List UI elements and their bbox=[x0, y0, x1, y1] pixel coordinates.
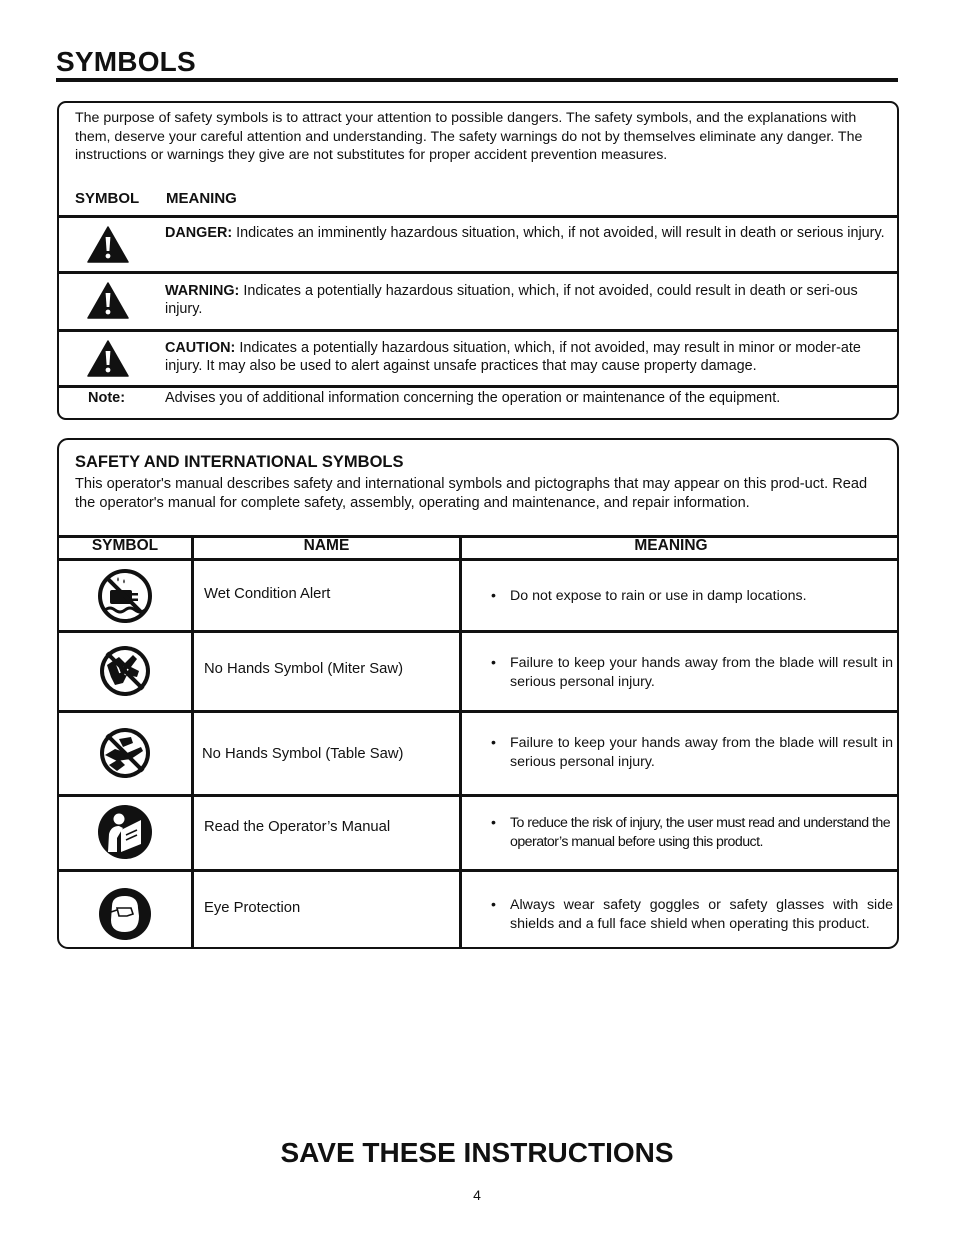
symbol-meaning-no-hands-miter-saw: • Failure to keep your hands away from the blade will result in serious personal injury. bbox=[491, 655, 893, 690]
warning-triangle-icon bbox=[87, 340, 129, 377]
name-column-header: NAME bbox=[303, 537, 350, 554]
caution-description bbox=[165, 340, 891, 375]
no-hands-miter-saw-icon bbox=[97, 643, 153, 699]
page-title: SYMBOLS bbox=[56, 46, 196, 77]
row-divider bbox=[59, 385, 897, 388]
symbol-name-no-hands-miter-saw: No Hands Symbol (Miter Saw) bbox=[204, 661, 403, 677]
page-number: 4 bbox=[473, 1187, 481, 1203]
symbol-meaning-eye-protection: • Always wear safety goggles or safety glasses with side shields and a full face shield when operating this product. bbox=[491, 897, 893, 932]
international-symbols-box bbox=[57, 438, 899, 949]
eye-protection-icon bbox=[97, 886, 153, 942]
symbol-meaning-read-manual: • To reduce the risk of injury, the user must read and understand the operator’s manual before using this product. bbox=[491, 815, 891, 850]
save-instructions-title: SAVE THESE INSTRUCTIONS bbox=[280, 1137, 674, 1168]
bullet: • bbox=[491, 588, 496, 604]
symbols-intro-text: The purpose of safety symbols is to attract your attention to possible dangers. The safety symbols, and the explanations with them, deserve your careful attention and understanding. The safety warnings do not by themselves eliminate any danger. The instructions or warnings they give are not substitutes for proper accident prevention measures. bbox=[75, 110, 863, 164]
warning-label: WARNING: bbox=[165, 283, 240, 299]
row-divider bbox=[59, 329, 897, 332]
danger-description bbox=[165, 225, 891, 243]
warning-triangle-icon bbox=[87, 282, 129, 319]
table-row-rule bbox=[59, 710, 897, 713]
row-divider bbox=[59, 215, 897, 218]
international-symbols-description: This operator's manual describes safety and international symbols and pictographs that may appear on this prod-uct. Read the operator's manual for complete safety, assembly, operating and maintenance, and repair information. bbox=[75, 476, 868, 511]
warning-triangle-icon bbox=[87, 226, 129, 263]
warning-text: Indicates a potentially hazardous situation, which, if not avoided, could result in death or seri-ous injury. bbox=[165, 283, 858, 317]
symbol-column-header: SYMBOL bbox=[75, 190, 140, 207]
no-hands-table-saw-icon bbox=[97, 725, 153, 781]
meaning-column-header: MEANING bbox=[634, 537, 708, 554]
symbol-name-eye-protection: Eye Protection bbox=[204, 900, 301, 916]
bullet: • bbox=[491, 815, 496, 831]
table-row-rule bbox=[59, 630, 897, 633]
bullet: • bbox=[491, 655, 496, 671]
symbol-name-read-manual: Read the Operator’s Manual bbox=[204, 819, 391, 835]
symbol-name-no-hands-table-saw: No Hands Symbol (Table Saw) bbox=[202, 746, 404, 762]
bullet: • bbox=[491, 735, 496, 751]
symbol-name-wet-condition: Wet Condition Alert bbox=[204, 586, 331, 602]
table-header-rule bbox=[59, 558, 897, 561]
wet-condition-alert-icon bbox=[97, 568, 153, 624]
note-text: Advises you of additional information concerning the operation or maintenance of the equipment. bbox=[165, 390, 781, 406]
international-symbols-title: SAFETY AND INTERNATIONAL SYMBOLS bbox=[75, 453, 404, 471]
meaning-column-header: MEANING bbox=[166, 190, 237, 207]
symbol-meaning-wet-condition: • Do not expose to rain or use in damp locations. bbox=[491, 588, 807, 604]
caution-label: CAUTION: bbox=[165, 340, 236, 356]
row-divider bbox=[59, 271, 897, 274]
caution-text: Indicates a potentially hazardous situation, which, if not avoided, may result in minor or moder-ate injury. It may also be used to alert against unsafe practices that may cause property damage. bbox=[165, 340, 861, 374]
table-row-rule bbox=[59, 794, 897, 797]
table-row-rule bbox=[59, 869, 897, 872]
danger-text: Indicates an imminently hazardous situation, which, if not avoided, will result in death or serious injury. bbox=[232, 225, 885, 241]
title-divider bbox=[56, 78, 898, 82]
read-manual-icon bbox=[97, 804, 153, 860]
symbol-column-header: SYMBOL bbox=[91, 537, 159, 554]
symbol-meaning-no-hands-table-saw: • Failure to keep your hands away from the blade will result in serious personal injury. bbox=[491, 735, 893, 770]
table-column-rule bbox=[191, 535, 194, 947]
warning-description bbox=[165, 283, 891, 318]
bullet: • bbox=[491, 897, 496, 913]
danger-label: DANGER: bbox=[165, 225, 233, 241]
table-column-rule bbox=[459, 535, 462, 947]
note-label: Note: bbox=[88, 390, 126, 406]
symbols-box bbox=[57, 101, 899, 420]
